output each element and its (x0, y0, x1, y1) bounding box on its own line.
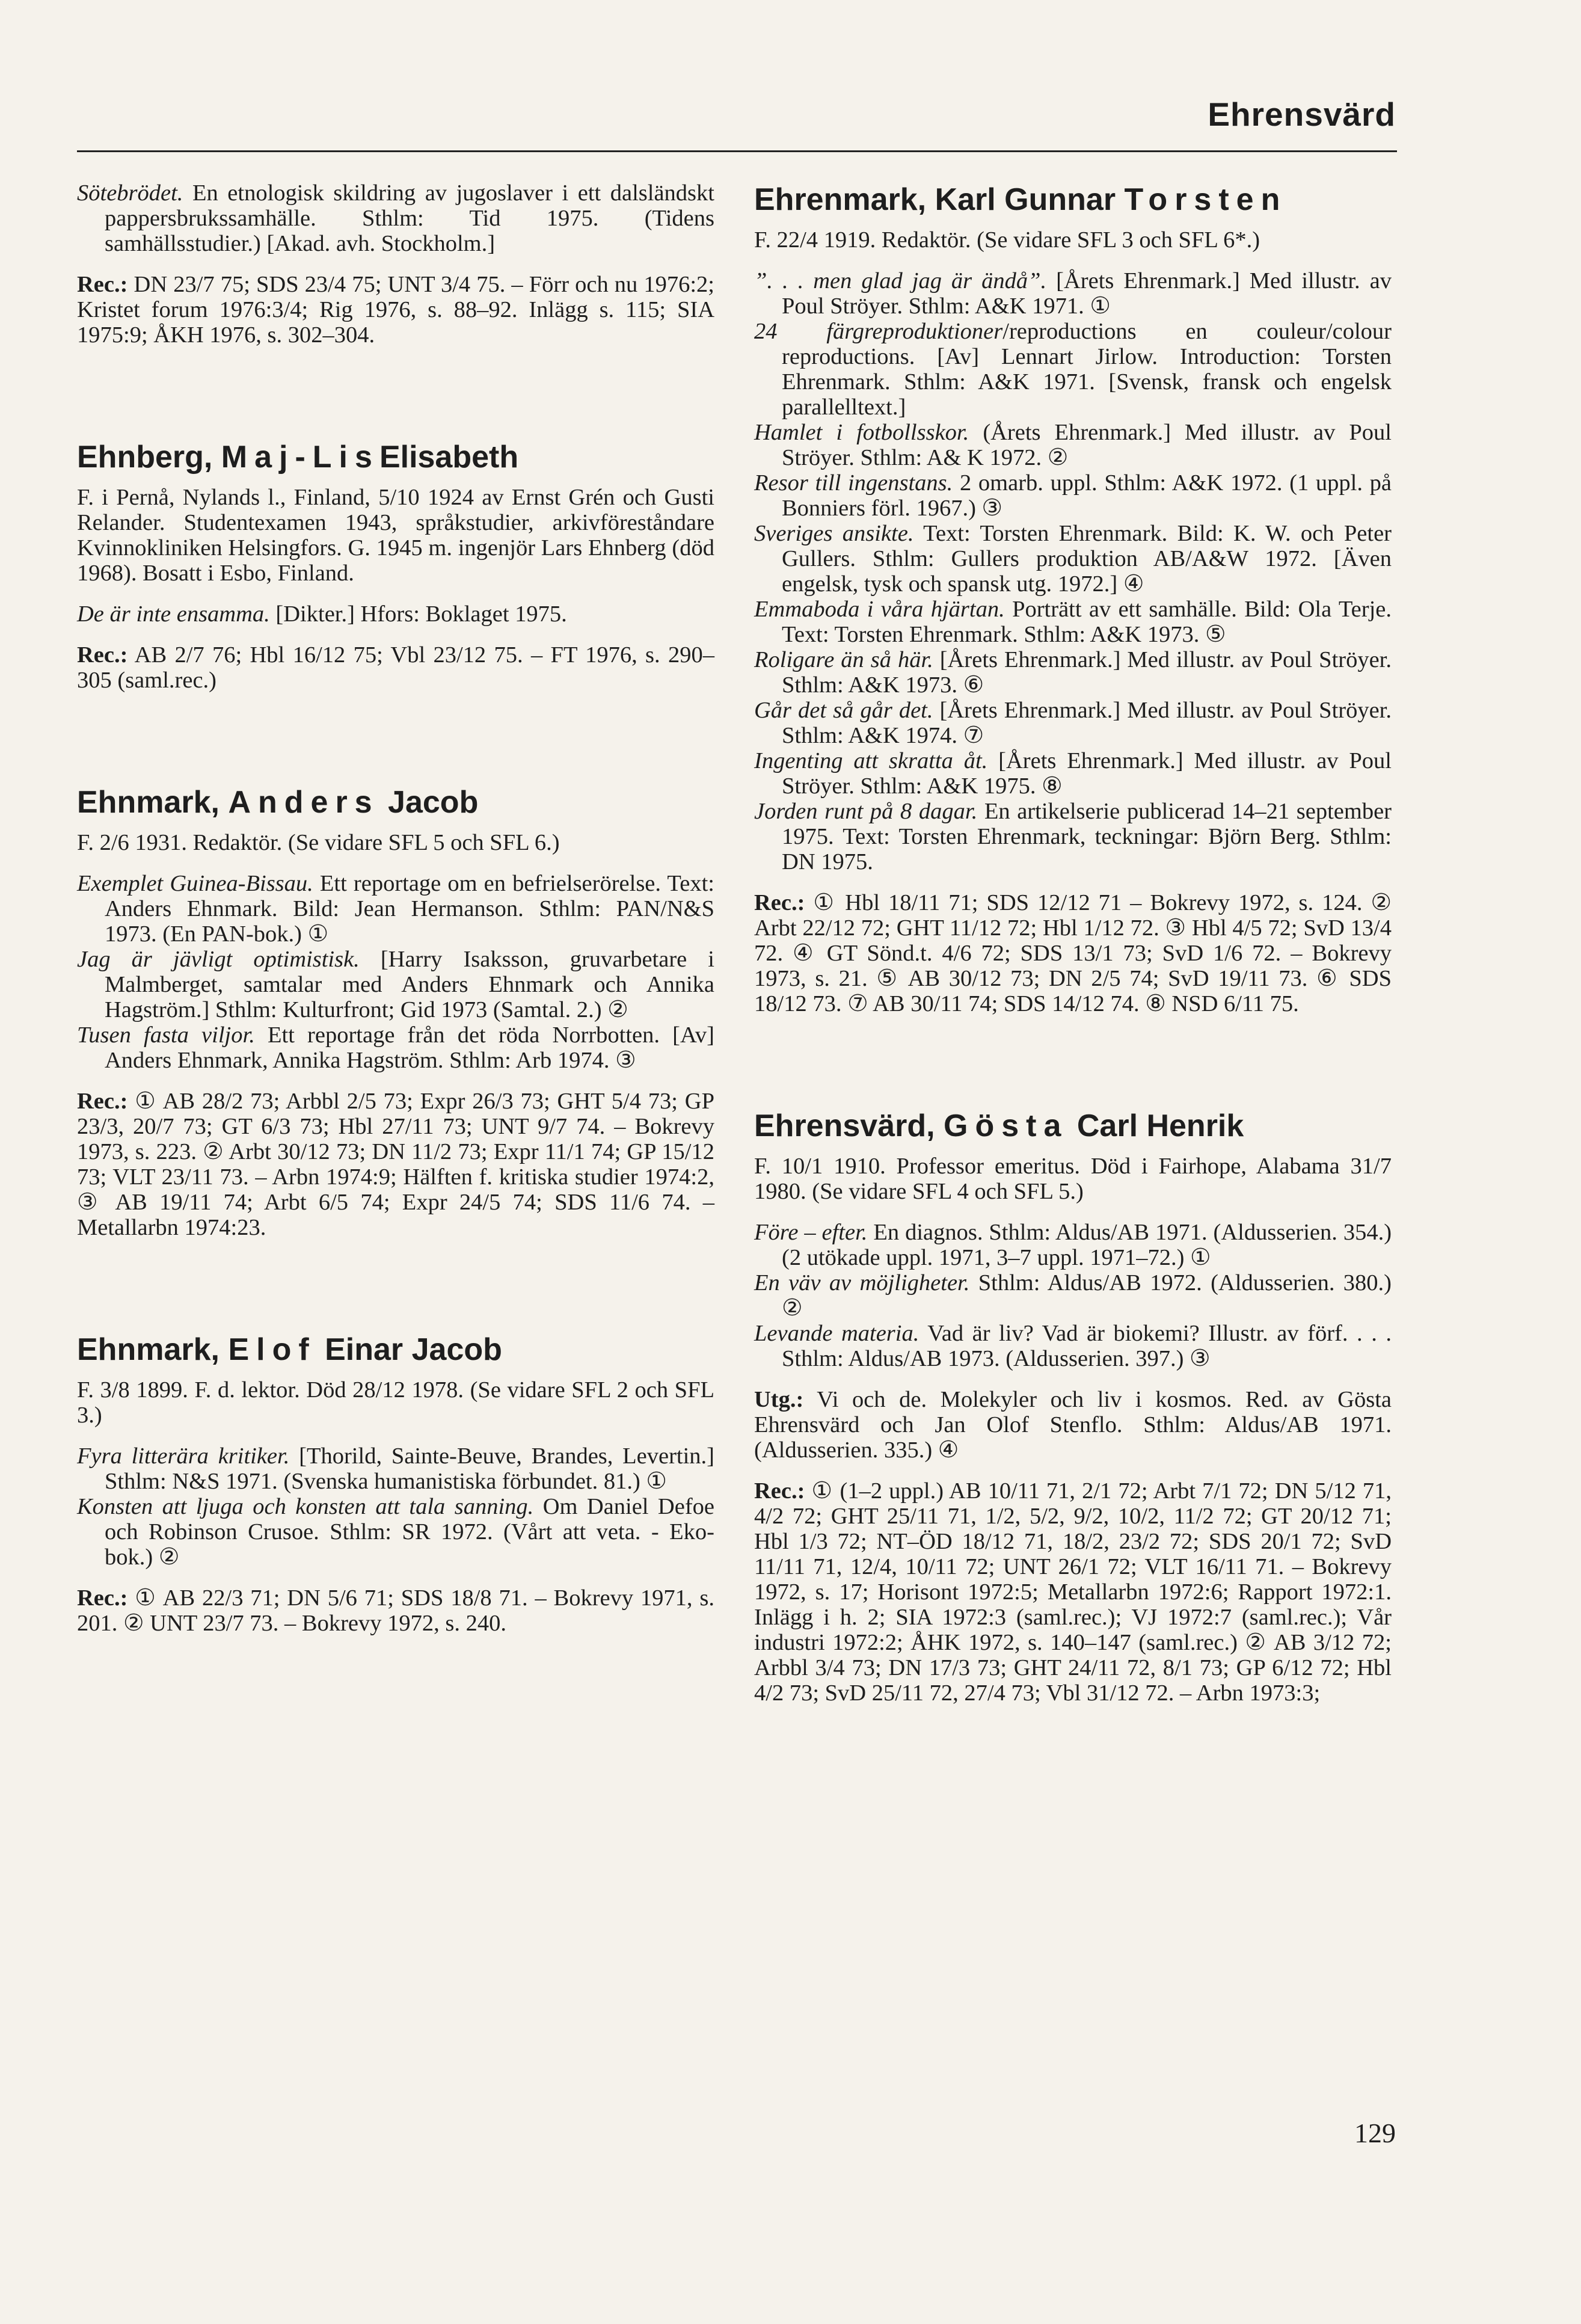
biography: F. 2/6 1931. Redaktör. (Se vidare SFL 5 och SFL 6.) (77, 830, 560, 855)
entry-heading-ehnberg: Ehnberg, Maj-LisElisabeth (77, 440, 519, 475)
biography: F. 3/8 1899. F. d. lektor. Död 28/12 1978. (Se vidare SFL 2 och SFL 3.) (77, 1377, 714, 1428)
work-entry: Ingenting att skratta åt. [Årets Ehrenmark.] Med illustr. av Poul Ströyer. Sthlm: A&K 1975. ⑧ (754, 748, 1392, 799)
rec-label: Rec.: (77, 272, 128, 297)
entry-continuation-work (77, 180, 714, 256)
work-entry: Sveriges ansikte. Text: Torsten Ehrenmark. Bild: K. W. och Peter Gullers. Sthlm: Gullers produktion AB/A&W 1972. [Även engelsk, tysk och spansk utg. 1972.] ④ (754, 521, 1392, 597)
name-spaced: Anders (228, 785, 379, 820)
work-entry: Exemplet Guinea-Bissau. Ett reportage om en befrielserörelse. Text: Anders Ehnmark. Bild: Jean Hermanson. Sthlm: PAN/N&S 1973. (En PAN-bok.) ① (77, 871, 714, 947)
right-column (754, 180, 1392, 1706)
work-text: En etnologisk skildring av jugoslaver i ett dalsländskt pappersbrukssamhälle. Sthlm: Tid 1975. (Tidens samhällsstudier.) [Akad. avh. Stockholm.] (105, 180, 714, 256)
work-entry: De är inte ensamma. [Dikter.] Hfors: Boklaget 1975. (77, 601, 567, 627)
entry-heading-ehrenmark: Ehrenmark, Karl Gunnar Torsten (754, 182, 1288, 217)
review-list: Rec.: AB 2/7 76; Hbl 16/12 75; Vbl 23/12 75. – FT 1976, s. 290–305 (saml.rec.) (77, 642, 714, 693)
work-entry: Emmaboda i våra hjärtan. Porträtt av ett samhälle. Bild: Ola Terje. Text: Torsten Ehrenmark. Sthlm: A&K 1973. ⑤ (754, 597, 1392, 647)
name-spaced: Maj-Lis (221, 440, 379, 475)
entry-heading-ehnmark-elof: Ehnmark, Elof Einar Jacob (77, 1332, 502, 1367)
work-entry: ”. . . men glad jag är ändå”. [Årets Ehrenmark.] Med illustr. av Poul Ströyer. Sthlm: A&K 1971. ① (754, 268, 1392, 319)
biography: F. i Pernå, Nylands l., Finland, 5/10 1924 av Ernst Grén och Gusti Relander. Studentexamen 1943, språkstudier, arkivföreståndare Kvinnokliniken Helsingfors. G. 1945 m. ingenjör Lars Ehnberg (död 1968). Bosatt i Esbo, Finland. (77, 485, 714, 586)
work-entry: 24 färgreproduktioner/reproductions en couleur/colour reproductions. [Av] Lennart Jirlow. Introduction: Torsten Ehrenmark. Sthlm: A&K 1971. [Svensk, fransk och engelsk parallelltext.] (754, 319, 1392, 420)
work-entry: Före – efter. En diagnos. Sthlm: Aldus/AB 1971. (Aldusserien. 354.) (2 utökade uppl. 1971, 3–7 uppl. 1971–72.) ① (754, 1220, 1392, 1270)
name-spaced: Gösta (944, 1108, 1069, 1143)
work-entry: Konsten att ljuga och konsten att tala sanning. Om Daniel Defoe och Robinson Crusoe. Sthlm: SR 1972. (Vårt att veta. - Eko-bok.) ② (77, 1494, 714, 1570)
left-column (77, 180, 714, 1636)
header-rule (77, 150, 1397, 152)
running-head: Ehrensvärd (1208, 96, 1396, 133)
biography: F. 10/1 1910. Professor emeritus. Död i Fairhope, Alabama 31/7 1980. (Se vidare SFL 4 och SFL 5.) (754, 1154, 1392, 1204)
work-entry: Levande materia. Vad är liv? Vad är biokemi? Illustr. av förf. . . . Sthlm: Aldus/AB 1973. (Aldusserien. 397.) ③ (754, 1321, 1392, 1371)
work-entry: Jorden runt på 8 dagar. En artikelserie publicerad 14–21 september 1975. Text: Torsten Ehrenmark, teckningar: Björn Berg. Sthlm: DN 1975. (754, 799, 1392, 875)
rec-text: DN 23/7 75; SDS 23/4 75; UNT 3/4 75. – Förr och nu 1976:2; Kristet forum 1976:3/4; Rig 1976, s. 88–92. Inlägg s. 115; SIA 1975:9; ÅKH 1976, s. 302–304. (77, 272, 714, 348)
review-list: Rec.: ① (1–2 uppl.) AB 10/11 71, 2/1 72; Arbt 7/1 72; DN 5/12 71, 4/2 72; GHT 25/11 71, 1/2, 5/2, 9/2, 10/2, 11/2 72; GT 20/12 71; Hbl 1/3 72; NT–ÖD 18/12 71, 18/2, 23/2 72; SDS 20/1 72; SvD 11/11 71, 12/4, 10/11 72; UNT 26/1 72; VLT 16/11 71. – Bokrevy 1972, s. 17; Horisont 1972:5; Metallarbn 1972:6; Rapport 1972:1. Inlägg i h. 2; SIA 1972:3 (saml.rec.); VJ 1972:7 (saml.rec.); Vår industri 1972:2; ÅHK 1972, s. 140–147 (saml.rec.) ② AB 3/12 72; Arbbl 3/4 73; DN 17/3 73; GHT 24/11 72, 8/1 73; GP 6/12 72; Hbl 4/2 73; SvD 25/11 72, 27/4 73; Vbl 31/12 72. – Arbn 1973:3; (754, 1478, 1392, 1706)
entry-heading-ehnmark-anders: Ehnmark, Anders Jacob (77, 785, 479, 820)
review-list (77, 272, 714, 348)
work-entry: Tusen fasta viljor. Ett reportage från det röda Norrbotten. [Av] Anders Ehnmark, Annika Hagström. Sthlm: Arb 1974. ③ (77, 1022, 714, 1073)
work-entry: Jag är jävligt optimistisk. [Harry Isaksson, gruvarbetare i Malmberget, samtalar med Anders Ehnmark och Annika Hagström.] Sthlm: Kulturfront; Gid 1973 (Samtal. 2.) ② (77, 947, 714, 1022)
work-entry: Roligare än så här. [Årets Ehrenmark.] Med illustr. av Poul Ströyer. Sthlm: A&K 1973. ⑥ (754, 647, 1392, 698)
review-list: Rec.: ① AB 28/2 73; Arbbl 2/5 73; Expr 26/3 73; GHT 5/4 73; GP 23/3, 20/7 73; GT 6/3 73; Hbl 27/11 73; UNT 9/7 74. – Bokrevy 1973, s. 223. ② Arbt 30/12 73; DN 11/2 73; Expr 11/1 74; GP 15/12 73; VLT 23/11 73. – Arbn 1974:9; Hälften f. kritiska studier 1974:2, ③ AB 19/11 74; Arbt 6/5 74; Expr 24/5 74; SDS 11/6 74. – Metallarbn 1974:23. (77, 1089, 715, 1240)
page-number: 129 (1354, 2118, 1396, 2148)
work-entry: Fyra litterära kritiker. [Thorild, Sainte-Beuve, Brandes, Levertin.] Sthlm: N&S 1971. (Svenska humanistiska förbundet. 81.) ① (77, 1443, 715, 1494)
review-list: Rec.: ① Hbl 18/11 71; SDS 12/12 71 – Bokrevy 1972, s. 124. ② Arbt 22/12 72; GHT 11/12 72; Hbl 1/12 72. ③ Hbl 4/5 72; SvD 13/4 72. ④ GT Sönd.t. 4/6 72; SDS 13/1 73; SvD 1/6 72. – Bokrevy 1973, s. 21. ⑤ AB 30/12 73; DN 2/5 74; SvD 19/11 73. ⑥ SDS 18/12 73. ⑦ AB 30/11 74; SDS 14/12 74. ⑧ NSD 6/11 75. (754, 890, 1392, 1016)
name-spaced: Elof (228, 1332, 316, 1367)
work-title: Sötebrödet. (77, 180, 183, 206)
work-entry: En väv av möjligheter. Sthlm: Aldus/AB 1972. (Aldusserien. 380.) ② (754, 1270, 1392, 1321)
work-entry: Går det så går det. [Årets Ehrenmark.] Med illustr. av Poul Ströyer. Sthlm: A&K 1974. ⑦ (754, 698, 1392, 748)
review-list: Rec.: ① AB 22/3 71; DN 5/6 71; SDS 18/8 71. – Bokrevy 1971, s. 201. ② UNT 23/7 73. – Bokrevy 1972, s. 240. (77, 1585, 714, 1636)
entry-heading-ehrensvard: Ehrensvärd, Gösta Carl Henrik (754, 1108, 1244, 1143)
name-spaced: Torsten (1124, 182, 1288, 217)
work-entry: Hamlet i fotbollsskor. (Årets Ehrenmark.] Med illustr. av Poul Ströyer. Sthlm: A& K 1972. ② (754, 420, 1392, 470)
biography: F. 22/4 1919. Redaktör. (Se vidare SFL 3 och SFL 6*.) (754, 227, 1260, 253)
work-entry: Resor till ingenstans. 2 omarb. uppl. Sthlm: A&K 1972. (1 uppl. på Bonniers förl. 1967.) ③ (754, 470, 1392, 521)
editor-note: Utg.: Vi och de. Molekyler och liv i kosmos. Red. av Gösta Ehrensvärd och Jan Olof Stenflo. Sthlm: Aldus/AB 1971. (Aldusserien. 335.) ④ (754, 1387, 1392, 1463)
